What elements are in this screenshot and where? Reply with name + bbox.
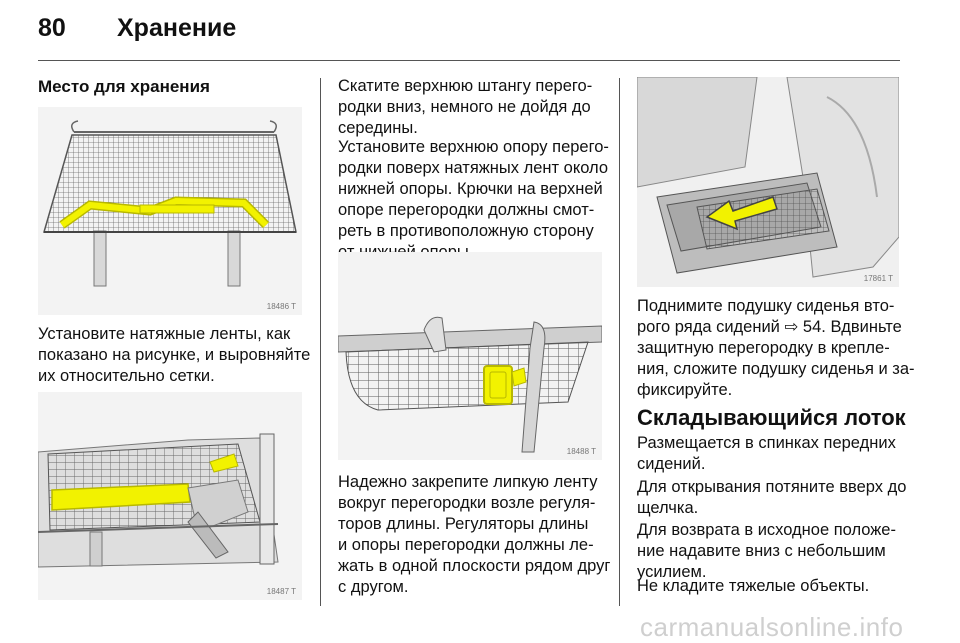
figure-strap-alignment	[38, 392, 302, 600]
paragraph-tray-close: Для возврата в исходное положе- ние надавите вниз с небольшим усилием.	[637, 521, 896, 581]
column-divider-1	[320, 78, 321, 606]
page-title: Хранение	[117, 14, 237, 42]
paragraph-roll-down-bar: Скатите верхнюю штангу перего- родки вниз, немного не дойдя до середины.	[338, 77, 593, 137]
figure-number: 18486 T	[266, 302, 296, 311]
page-number: 80	[38, 14, 66, 42]
paragraph-tray-warning: Не кладите тяжелые объекты.	[637, 577, 870, 595]
paragraph-tray-location: Размещается в спинках передних сидений.	[637, 434, 896, 473]
velcro-strap-illustration	[338, 252, 602, 460]
paragraph-secure-velcro: Надежно закрепите липкую ленту вокруг перегородки возле регуля- торов длины. Регуляторы длины и опоры перегородки должны ле- жать в одной плоскости рядом друг с другом.	[338, 473, 611, 596]
net-straps-illustration	[38, 107, 302, 315]
header-divider	[38, 60, 900, 61]
strap-alignment-illustration	[38, 392, 302, 600]
watermark: carmanualsonline.info	[640, 612, 904, 642]
figure-number: 17861 T	[863, 274, 893, 283]
paragraph-tray-open: Для открывания потяните вверх до щелчка.	[637, 478, 907, 517]
figure-number: 18488 T	[566, 447, 596, 456]
page-reference-icon[interactable]: ⇨	[784, 318, 799, 336]
paragraph-install-straps: Установите натяжные ленты, как показано на рисунке, и выровняйте их относительно сетки.	[38, 325, 311, 385]
paragraph-raise-cushion: Поднимите подушку сиденья вто- рого ряда сидений ⇨ 54. Вдвиньте защитную перегородку в крепле- ния, сложите подушку сиденья и за- фиксируйте.	[637, 297, 915, 399]
partition-insert-illustration	[637, 77, 899, 287]
figure-number: 18487 T	[266, 587, 296, 596]
section-heading-storage: Место для хранения	[38, 77, 210, 96]
section-heading-folding-tray: Складывающийся лоток	[637, 405, 906, 430]
figure-velcro-strap	[338, 252, 602, 460]
paragraph-install-support: Установите верхнюю опору перего- родки поверх натяжных лент около нижней опоры. Крючки на верхней опоре перегородки должны смот- реть в противоположную сторону	[338, 138, 609, 240]
figure-net-straps	[38, 107, 302, 315]
figure-partition-insert	[637, 77, 899, 287]
column-divider-2	[619, 78, 620, 606]
